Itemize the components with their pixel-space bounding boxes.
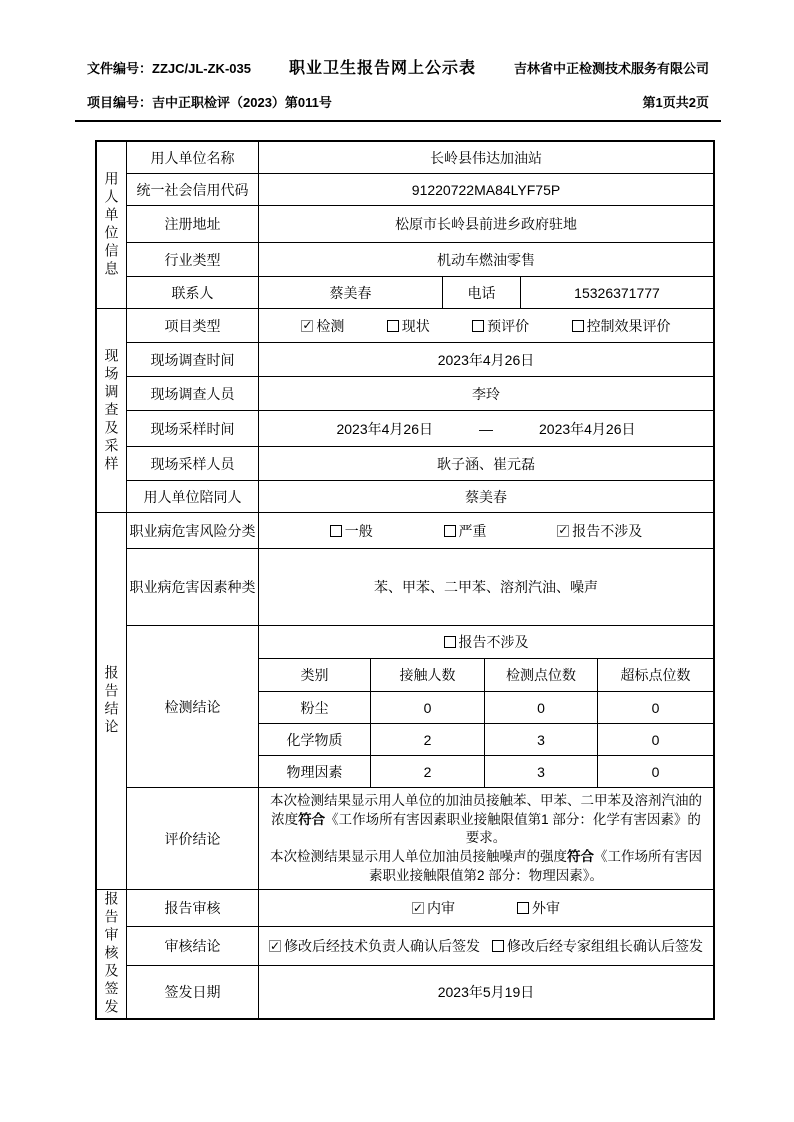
table-row <box>127 276 713 308</box>
employer-rows <box>127 142 713 308</box>
detection-cell-category: 粉尘 <box>259 691 370 723</box>
project-type-options <box>258 309 713 342</box>
checkbox-unchecked-icon <box>444 636 456 648</box>
project-number: 项目编号：吉中正职检评（2023）第011号 <box>87 95 332 110</box>
review-rows <box>127 890 713 1018</box>
page-title: 职业卫生报告网上公示表 <box>288 60 476 77</box>
risk-class-label: 职业病危害风险分类 <box>129 522 256 539</box>
checkbox-option-severe: 严重 <box>444 521 487 541</box>
industry-label: 行业类型 <box>164 251 221 268</box>
table-row <box>127 173 713 205</box>
company-name: 吉林省中正检测技术服务有限公司 <box>513 61 709 76</box>
checkbox-option-detection: ✓ 检测 <box>301 316 344 336</box>
checkbox-checked-icon <box>269 940 281 952</box>
escort-value: 蔡美春 <box>258 481 713 512</box>
conclusion-rows <box>127 513 713 889</box>
detection-cell-value: 2 <box>370 755 484 787</box>
table-row <box>127 410 713 446</box>
table-row <box>127 142 713 173</box>
sampling-time-value <box>258 411 713 446</box>
detection-na-option <box>259 626 713 659</box>
credit-code-value: 91220722MA84LYF75P <box>258 174 713 205</box>
survey-staff-label: 现场调查人员 <box>150 385 235 402</box>
evaluation-paragraph-2: 本次检测结果显示用人单位加油员接触噪声的强度符合《工作场所有害因素职业接触限值第2 部分：物理因素》。 <box>270 848 702 883</box>
checkbox-unchecked-icon <box>444 525 456 537</box>
checkbox-option-report-na: 报告不涉及 <box>444 632 529 652</box>
detection-col-header: 类别 <box>300 667 329 683</box>
detection-results-table <box>259 659 713 787</box>
date-range-dash: — <box>479 420 493 437</box>
project-type-label: 项目类型 <box>164 317 221 334</box>
evaluation-paragraph-1: 本次检测结果显示用人单位的加油员接触苯、甲苯、二甲苯及溶剂汽油的浓度符合《工作场所有害因素职业接触限值第1 部分：化学有害因素》的要求。 <box>270 793 702 846</box>
issue-date-label: 签发日期 <box>164 984 221 1001</box>
checkbox-option-internal-review: ✓ 内审 <box>412 898 455 918</box>
checkbox-option-external-review: 外审 <box>517 898 560 918</box>
employer-name-label: 用人单位名称 <box>150 149 235 166</box>
checkbox-option-general: 一般 <box>330 521 373 541</box>
sampling-time-label: 现场采样时间 <box>150 420 235 437</box>
table-row <box>127 965 713 1018</box>
survey-rows <box>127 309 713 512</box>
hazard-factors-label: 职业病危害因素种类 <box>129 579 256 595</box>
table-row <box>127 890 713 926</box>
detection-col-header: 超标点位数 <box>597 659 713 691</box>
page-header <box>75 55 721 122</box>
section-label-conclusion: 报告结论 <box>97 513 127 889</box>
detection-cell-value: 0 <box>484 691 597 723</box>
detection-cell-value: 0 <box>597 755 713 787</box>
header-row-2 <box>75 92 721 111</box>
survey-staff-value: 李玲 <box>258 377 713 410</box>
table-row <box>127 342 713 376</box>
detection-col-header: 检测点位数 <box>484 659 597 691</box>
evaluation-conclusion-label: 评价结论 <box>164 830 221 847</box>
industry-value: 机动车燃油零售 <box>258 243 713 276</box>
phone-label: 电话 <box>442 277 520 308</box>
checkbox-option-tech-lead-confirm: ✓ 修改后经技术负责人确认后签发 <box>269 936 480 956</box>
table-row <box>127 309 713 342</box>
checkbox-option-status: 现状 <box>387 316 430 336</box>
escort-label: 用人单位陪同人 <box>143 488 242 505</box>
issue-date-value: 2023年5月19日 <box>258 966 713 1018</box>
phone-value: 15326371777 <box>520 277 713 308</box>
section-survey-sampling <box>97 308 713 512</box>
section-employer-info <box>97 142 713 308</box>
checkbox-unchecked-icon <box>517 902 529 914</box>
table-row <box>127 242 713 276</box>
detection-cell-value: 0 <box>370 691 484 723</box>
table-row <box>127 548 713 625</box>
address-label: 注册地址 <box>164 216 221 232</box>
checkbox-unchecked-icon <box>472 320 484 332</box>
employer-name-value: 长岭县伟达加油站 <box>258 142 713 173</box>
sampling-staff-label: 现场采样人员 <box>150 455 235 472</box>
sampling-start-date: 2023年4月26日 <box>336 420 433 437</box>
detection-cell-value: 3 <box>484 755 597 787</box>
review-conclusion-label: 审核结论 <box>164 938 221 955</box>
review-conclusion-options <box>258 927 713 965</box>
credit-code-label: 统一社会信用代码 <box>136 181 249 198</box>
table-row <box>127 513 713 548</box>
detection-col-header: 接触人数 <box>370 659 484 691</box>
checkbox-unchecked-icon <box>387 320 399 332</box>
section-label-employer: 用人单位信息 <box>97 142 127 308</box>
detection-cell-value: 3 <box>484 723 597 755</box>
sampling-end-date: 2023年4月26日 <box>539 420 636 437</box>
header-divider <box>75 120 721 122</box>
contact-label: 联系人 <box>171 284 214 301</box>
hazard-factors-value: 苯、甲苯、二甲苯、溶剂汽油、噪声 <box>258 549 713 625</box>
table-row-detection <box>127 625 713 787</box>
detection-conclusion-area <box>258 626 713 787</box>
detection-cell-category: 化学物质 <box>259 723 370 755</box>
evaluation-conclusion-text <box>258 788 713 889</box>
checkbox-unchecked-icon <box>330 525 342 537</box>
checkbox-option-pre-evaluation: 预评价 <box>472 316 529 336</box>
checkbox-checked-icon <box>557 525 569 537</box>
risk-class-options <box>258 513 713 548</box>
table-row <box>127 480 713 512</box>
checkbox-unchecked-icon <box>572 320 584 332</box>
table-row <box>127 376 713 410</box>
detection-cell-value: 0 <box>597 691 713 723</box>
table-row <box>127 926 713 965</box>
report-review-label: 报告审核 <box>164 900 221 917</box>
section-label-review: 报告审核及签发 <box>97 890 127 1018</box>
checkbox-checked-icon <box>301 320 313 332</box>
table-row <box>127 205 713 242</box>
main-form-table <box>95 140 715 1020</box>
table-row <box>127 446 713 480</box>
checkbox-option-expert-lead-confirm: 修改后经专家组组长确认后签发 <box>492 936 703 956</box>
contact-name-value: 蔡美春 <box>258 277 442 308</box>
section-review-issuance <box>97 889 713 1018</box>
survey-time-label: 现场调查时间 <box>150 351 235 368</box>
detection-cell-category: 物理因素 <box>259 755 370 787</box>
report-review-options <box>258 890 713 926</box>
sampling-staff-value: 耿子涵、崔元磊 <box>258 447 713 480</box>
checkbox-option-control-effect: 控制效果评价 <box>572 316 671 336</box>
header-row-1 <box>75 55 721 78</box>
document-number: 文件编号：ZZJC/JL-ZK-035 <box>87 61 251 76</box>
section-label-survey: 现场调查及采样 <box>97 309 127 512</box>
section-report-conclusion <box>97 512 713 889</box>
survey-time-value: 2023年4月26日 <box>258 343 713 376</box>
detection-cell-value: 2 <box>370 723 484 755</box>
table-row <box>127 787 713 889</box>
checkbox-checked-icon <box>412 902 424 914</box>
address-value: 松原市长岭县前进乡政府驻地 <box>258 206 713 242</box>
detection-conclusion-label: 检测结论 <box>164 698 221 715</box>
checkbox-unchecked-icon <box>492 940 504 952</box>
page-number: 第1页共2页 <box>642 95 709 110</box>
checkbox-option-not-involved: ✓ 报告不涉及 <box>557 521 642 541</box>
detection-cell-value: 0 <box>597 723 713 755</box>
